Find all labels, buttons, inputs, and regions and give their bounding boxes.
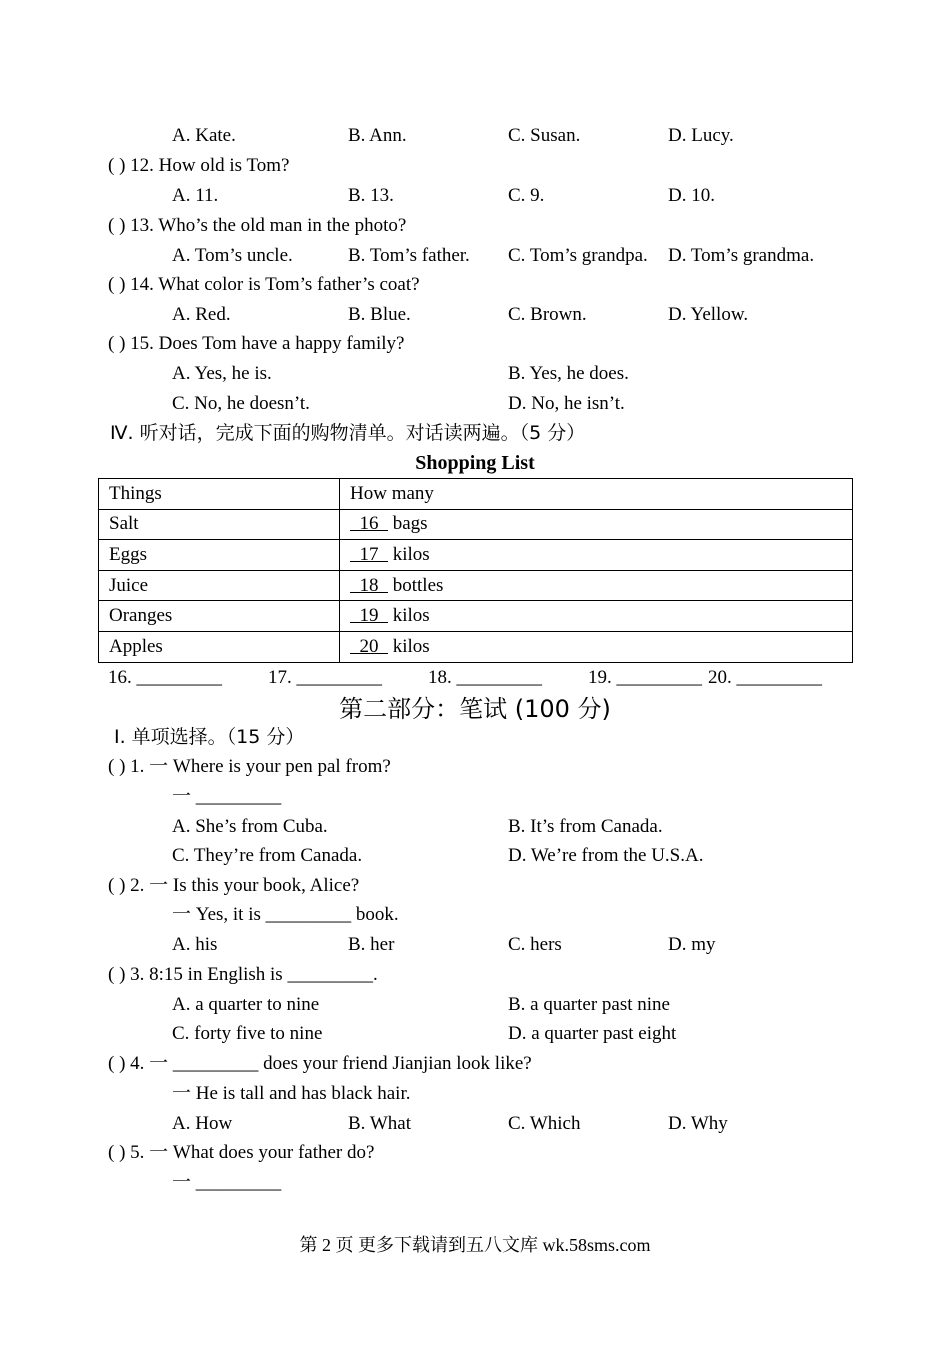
answer-blank[interactable]: 20 <box>350 635 388 657</box>
answer-blank[interactable]: 17 <box>350 543 388 565</box>
q14-option-a: A. Red. <box>172 304 231 325</box>
w4-option-a: A. How <box>172 1113 233 1134</box>
shopping-list-table <box>98 478 853 663</box>
w1-option-c: C. They’re from Canada. <box>172 845 363 866</box>
w4-reply: 一 He is tall and has black hair. <box>172 1083 411 1104</box>
w2-stem: ( ) 2. 一 Is this your book, Alice? <box>108 875 360 896</box>
w1-option-a: A. She’s from Cuba. <box>172 816 328 837</box>
q11-option-a: A. Kate. <box>172 125 236 146</box>
shopping-list-title: Shopping List <box>415 452 535 474</box>
answer-blank[interactable]: 19 <box>350 605 388 627</box>
q15-option-d: D. No, he isn’t. <box>508 393 625 414</box>
unit: kilos <box>388 635 430 657</box>
q13-option-c: C. Tom’s grandpa. <box>508 245 648 266</box>
w2-option-b: B. her <box>348 934 395 955</box>
quantity-cell <box>340 570 853 601</box>
thing-cell: Apples <box>99 631 340 662</box>
q15-option-b: B. Yes, he does. <box>508 363 629 384</box>
answer-blank[interactable]: 18 <box>350 574 388 596</box>
section-iv-title: Ⅳ. 听对话，完成下面的购物清单。对话读两遍。（5 分） <box>110 422 586 444</box>
answer-18[interactable]: 18. _________ <box>428 667 542 688</box>
q15-option-c: C. No, he doesn’t. <box>172 393 310 414</box>
q11-option-d: D. Lucy. <box>668 125 734 146</box>
q14-option-c: C. Brown. <box>508 304 587 325</box>
w2-option-d: D. my <box>668 934 716 955</box>
w5-stem: ( ) 5. 一 What does your father do? <box>108 1142 375 1163</box>
w2-option-c: C. hers <box>508 934 562 955</box>
q12-stem: ( ) 12. How old is Tom? <box>108 155 290 176</box>
w1-stem: ( ) 1. 一 Where is your pen pal from? <box>108 756 391 777</box>
q13-option-b: B. Tom’s father. <box>348 245 470 266</box>
w3-option-c: C. forty five to nine <box>172 1023 323 1044</box>
q14-option-d: D. Yellow. <box>668 304 749 325</box>
section-i-title: Ⅰ. 单项选择。（15 分） <box>114 726 305 748</box>
thing-cell: Oranges <box>99 601 340 632</box>
unit: bags <box>388 513 428 535</box>
quantity-cell <box>340 540 853 571</box>
quantity-cell <box>340 631 853 662</box>
q12-option-d: D. 10. <box>668 185 715 206</box>
w3-stem: ( ) 3. 8:15 in English is _________. <box>108 964 378 985</box>
thing-cell: Salt <box>99 509 340 540</box>
q15-stem: ( ) 15. Does Tom have a happy family? <box>108 333 405 354</box>
q11-option-b: B. Ann. <box>348 125 407 146</box>
w3-option-a: A. a quarter to nine <box>172 994 320 1015</box>
w4-stem: ( ) 4. 一 _________ does your friend Jianjian look like? <box>108 1053 532 1074</box>
w1-option-b: B. It’s from Canada. <box>508 816 663 837</box>
table-row <box>99 570 853 601</box>
table-row <box>99 601 853 632</box>
q12-option-b: B. 13. <box>348 185 394 206</box>
unit: bottles <box>388 574 444 596</box>
q13-option-a: A. Tom’s uncle. <box>172 245 293 266</box>
w2-reply: 一 Yes, it is _________ book. <box>172 904 399 925</box>
w3-option-d: D. a quarter past eight <box>508 1023 677 1044</box>
answer-19[interactable]: 19. _________ <box>588 667 702 688</box>
q13-option-d: D. Tom’s grandma. <box>668 245 815 266</box>
q14-option-b: B. Blue. <box>348 304 411 325</box>
w1-option-d: D. We’re from the U.S.A. <box>508 845 704 866</box>
w3-option-b: B. a quarter past nine <box>508 994 670 1015</box>
table-row <box>99 509 853 540</box>
header-how-many: How many <box>340 479 853 510</box>
unit: kilos <box>388 543 430 565</box>
thing-cell: Juice <box>99 570 340 601</box>
q12-option-a: A. 11. <box>172 185 219 206</box>
answer-20[interactable]: 20. _________ <box>708 667 822 688</box>
header-things: Things <box>99 479 340 510</box>
table-row <box>99 631 853 662</box>
w5-reply: 一 _________ <box>172 1172 282 1193</box>
w4-option-c: C. Which <box>508 1113 581 1134</box>
w1-reply: 一 _________ <box>172 786 282 807</box>
answer-16[interactable]: 16. _________ <box>108 667 222 688</box>
q15-option-a: A. Yes, he is. <box>172 363 272 384</box>
table-header-row <box>99 479 853 510</box>
page-footer: 第 2 页 更多下载请到五八文库 wk.58sms.com <box>299 1235 651 1255</box>
answer-blank[interactable]: 16 <box>350 513 388 535</box>
quantity-cell <box>340 509 853 540</box>
q11-option-c: C. Susan. <box>508 125 581 146</box>
part-two-title: 第二部分：笔试 (100 分) <box>339 695 611 723</box>
quantity-cell <box>340 601 853 632</box>
table-row <box>99 540 853 571</box>
q13-stem: ( ) 13. Who’s the old man in the photo? <box>108 215 407 236</box>
q12-option-c: C. 9. <box>508 185 545 206</box>
q14-stem: ( ) 14. What color is Tom’s father’s coat? <box>108 274 420 295</box>
answer-17[interactable]: 17. _________ <box>268 667 382 688</box>
w4-option-d: D. Why <box>668 1113 728 1134</box>
unit: kilos <box>388 605 430 627</box>
w2-option-a: A. his <box>172 934 218 955</box>
thing-cell: Eggs <box>99 540 340 571</box>
w4-option-b: B. What <box>348 1113 411 1134</box>
